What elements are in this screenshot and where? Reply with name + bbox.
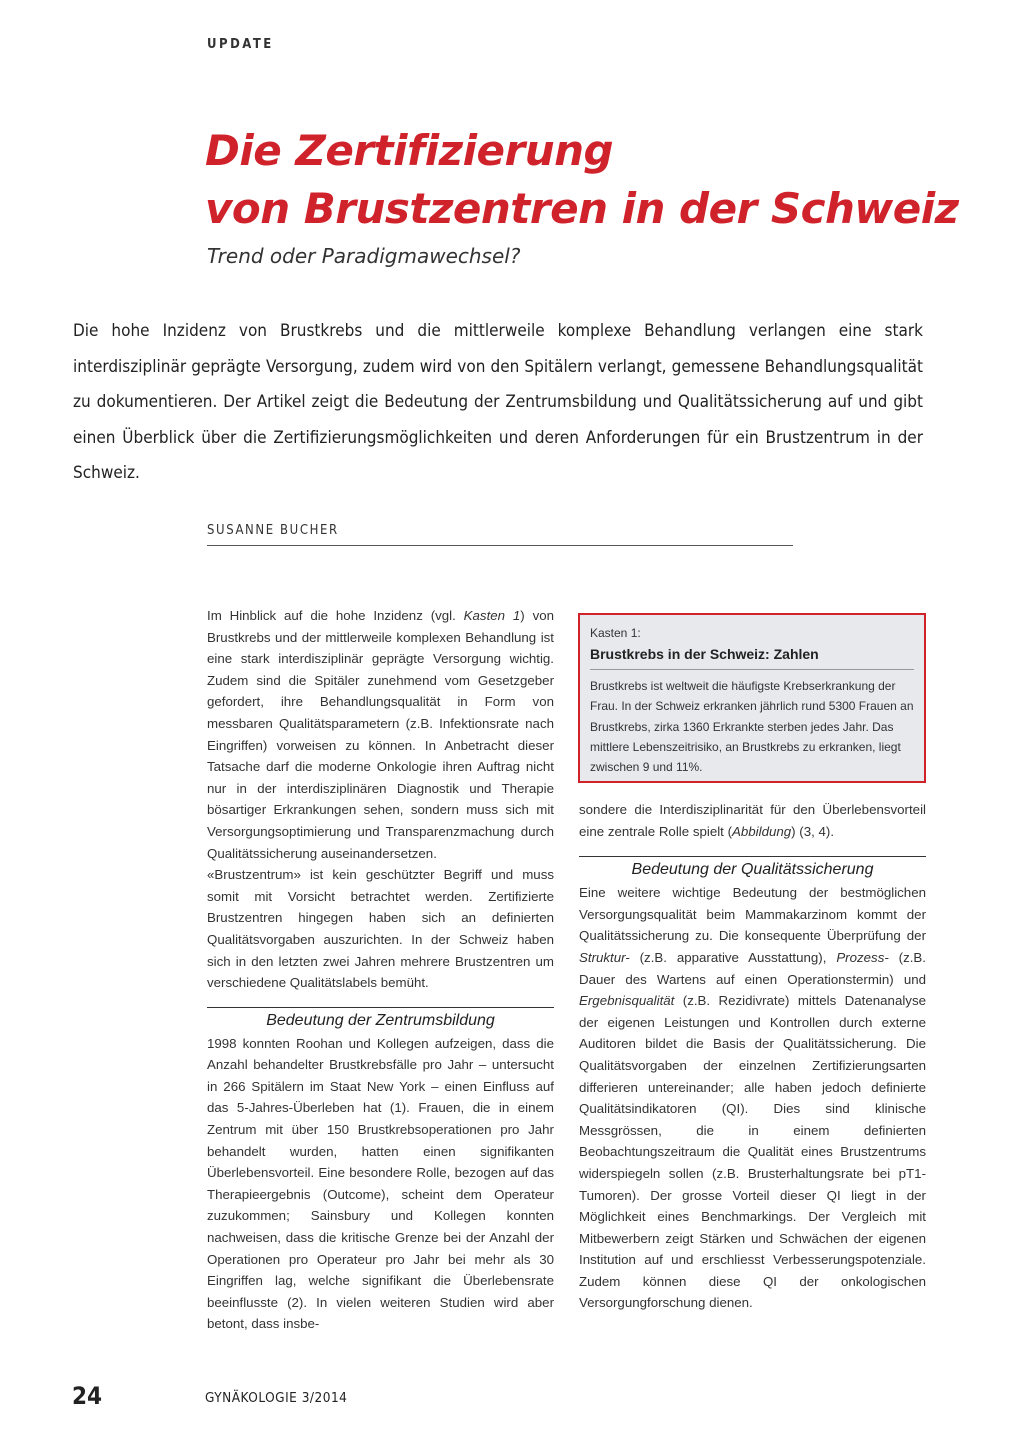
text-run: (z.B. Rezidivrate) mittels Datenanalyse der eigenen Leistungen und Kontrollen durch externe Auditoren bildet die Basis der Qualitätssicherung. Die Qualitätsvorgaben der einzelnen Zertifizierungsarten differieren untereinander; alle haben jedoch definierte Qualitätsindikatoren (QI). Dies sind klinische Messgrössen, die in einem definierten Beobachtungszeitraum die Qualität eines Brustzentrums widerspiegeln sollen (z.B. Brusterhaltungsrate bei pT1-Tumoren). Der grosse Vorteil dieser QI liegt in der Möglichkeit eines Benchmarkings. Der Vergleich mit Mitbewerbern zeigt Stärken und Schwächen der eigenen Institution auf und erschliesst Verbesserungspotenziale. Zudem können diese QI der onkologischen Versorgungforschung dienen. [579, 993, 926, 1311]
emphasis: Struktur- [579, 949, 630, 965]
body-paragraph: 1998 konnten Roohan und Kollegen aufzeigen, dass die Anzahl behandelter Brustkrebsfälle pro Jahr – untersucht in 266 Spitälern im Staat New York – einen Einfluss auf das 5-Jahres-Überleben hat (1). Frauen, die in einem Zentrum mit über 150 Brustkrebsoperationen pro Jahr behandelt wurden, hatten einen signifikanten Überlebensvorteil. Eine besondere Rolle, bezogen auf das Therapieergebnis (Outcome), scheint dem Operateur zuzukommen; Sainsbury und Kollegen konnten nachweisen, dass die kritische Grenze bei der Anzahl der Operationen pro Operateur pro Jahr bei mehr als 30 Eingriffen lag, welche signifikant die Überlebensrate beeinflusste (2). In vielen weiteren Studien wird aber betont, dass insbe- [207, 1035, 554, 1332]
info-box [578, 613, 926, 783]
figure-reference: Abbildung [732, 823, 792, 839]
box-label: Kasten 1: [590, 626, 641, 640]
body-paragraph [579, 799, 926, 842]
section-heading: Bedeutung der Zentrumsbildung [207, 1007, 554, 1031]
emphasis: Prozess- [836, 949, 889, 965]
journal-name: GYNÄKOLOGIE 3/2014 [205, 1390, 348, 1406]
text-run: (z.B. apparative Ausstattung), [629, 949, 837, 965]
body-paragraph [579, 882, 926, 1314]
box-body: Brustkrebs ist weltweit die häufigste Krebserkrankung der Frau. In der Schweiz erkranken jährlich rund 5300 Frauen an Brustkrebs, zirka 1360 Erkrankte sterben jedes Jahr. Das mittlere Lebenszeitrisiko, an Brustkrebs zu erkranken, liegt zwischen 9 und 11%. [590, 679, 914, 775]
article-subtitle: Trend oder Paradigmawechsel? [207, 244, 521, 268]
body-paragraph: «Brustzentrum» ist kein geschützter Begriff und muss somit mit Vorsicht betrachtet werden. Zertifizierte Brustzentren hingegen haben sich an definierten Qualitätsvorgaben auszurichten. In der Schweiz haben sich in den letzten zwei Jahren mehrere Brustzentren um verschiedene Qualitätslabels bemüht. [207, 867, 554, 991]
lead-paragraph: Die hohe Inzidenz von Brustkrebs und die mittlerweile komplexe Behandlung verlangen eine stark interdisziplinär geprägte Versorgung, zudem wird von den Spitälern verlangt, gemessene Behandlungsqualität zu dokumentieren. Der Artikel zeigt die Bedeutung der Zentrumsbildung und Qualitätssicherung auf und gibt einen Überblick über die Zertifizierungsmöglichkeiten und deren Anforderungen für ein Brustzentrum in der Schweiz. [73, 321, 923, 483]
title-line-1: Die Zertifizierung [205, 126, 614, 175]
title-line-2: von Brustzentren in der Schweiz [205, 184, 959, 233]
section-label: UPDATE [207, 37, 274, 52]
section-heading: Bedeutung der Qualitätssicherung [579, 856, 926, 880]
text-run: (z.B. Dauer des Wartens auf einen Operationstermin) und [579, 949, 926, 987]
article-title [205, 122, 959, 238]
box-reference: Kasten 1 [463, 608, 521, 623]
author-name: SUSANNE BUCHER [207, 523, 339, 538]
text-run: ) von Brustkrebs und der mittlerweile komplexen Behandlung ist eine stark interdisziplinär geprägte Versorgung wichtig. Zudem sind die Spitäler zunehmend vom Gesetzgeber gefordert, ihre Behandlungsqualität in Form von messbaren Qualitätsparametern (z.B. Infektionsrate nach Eingriffen) vorweisen zu können. In Anbetracht dieser Tatsache darf die moderne Onkologie ihren Auftrag nicht nur in der interdisziplinären Diagnostik und Therapie bösartiger Erkrankungen sehen, sondern muss sich mit Versorgungsoptimierung und Transparenzmachung durch Qualitätssicherung auseinandersetzen. [207, 608, 555, 861]
left-column [207, 605, 554, 1335]
body-paragraph [207, 605, 554, 864]
right-column [579, 799, 926, 1314]
text-run: ) (3, 4). [791, 823, 835, 839]
page-number: 24 [72, 1382, 103, 1410]
emphasis: Ergebnisqualität [579, 993, 675, 1009]
text-run: sondere die Interdisziplinarität für den Überlebensvorteil eine zentrale Rolle spielt ( [579, 802, 926, 839]
author-divider [207, 545, 793, 546]
text-run: Eine weitere wichtige Bedeutung der bestmöglichen Versorgungsqualität beim Mammakarzinom kommt der Qualitätssicherung zu. Die konsequente Überprüfung der [579, 885, 926, 944]
text-run: Im Hinblick auf die hohe Inzidenz (vgl. [207, 608, 464, 623]
box-title: Brustkrebs in der Schweiz: Zahlen [590, 645, 914, 670]
